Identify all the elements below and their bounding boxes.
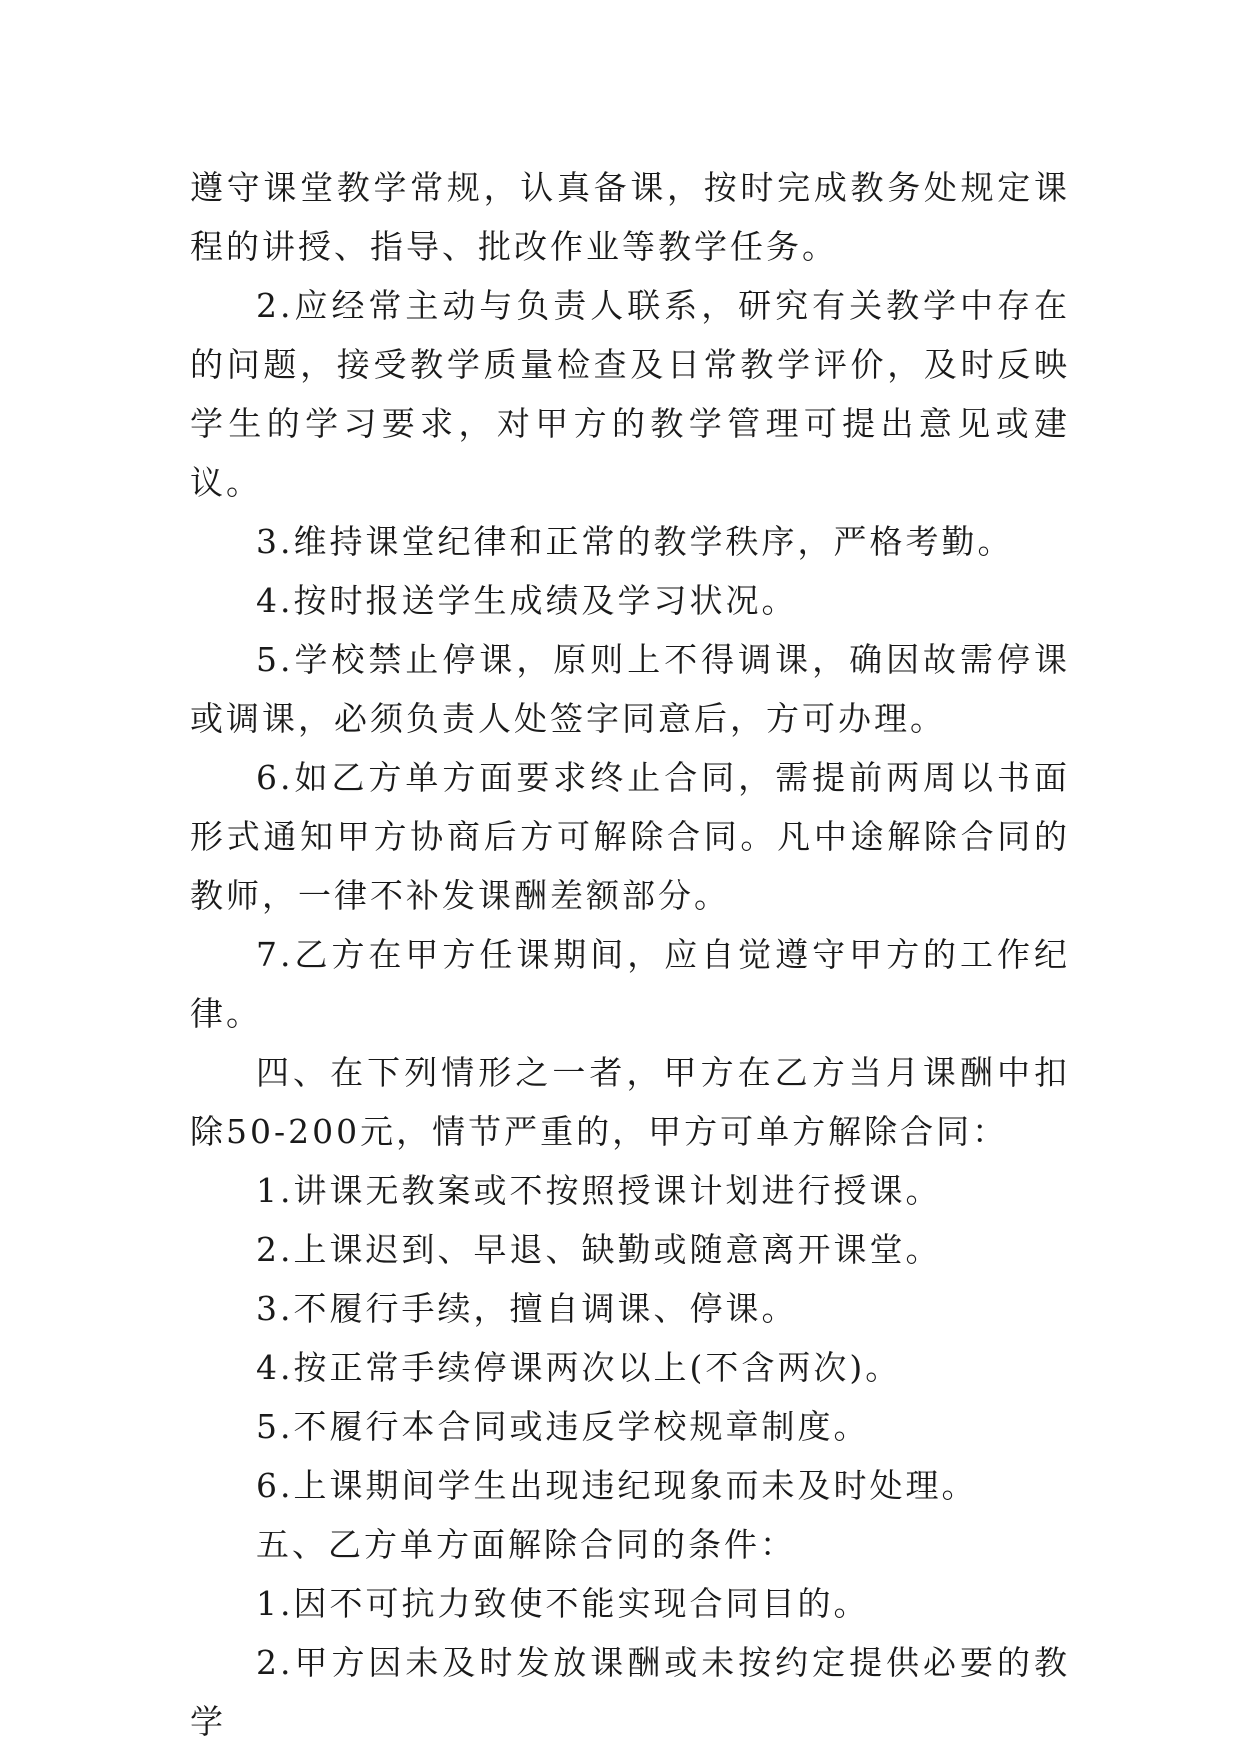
paragraph: 3.不履行手续，擅自调课、停课。 [256, 1289, 798, 1328]
section-heading: 五、乙方单方面解除合同的条件： [256, 1525, 796, 1564]
paragraph: 2.上课迟到、早退、缺勤或随意离开课堂。 [256, 1230, 942, 1269]
paragraph: 1.因不可抗力致使不能实现合同目的。 [256, 1584, 870, 1623]
section-heading: 四、在下列情形之一者，甲方在乙方当月课酬中扣除50-200元，情节严重的，甲方可单方解除合同： [190, 1053, 1070, 1151]
paragraph: 5.不履行本合同或违反学校规章制度。 [256, 1407, 870, 1446]
paragraph: 遵守课堂教学常规，认真备课，按时完成教务处规定课程的讲授、指导、批改作业等教学任务。 [190, 168, 1070, 266]
paragraph: 1.讲课无教案或不按照授课计划进行授课。 [256, 1171, 942, 1210]
paragraph: 2.应经常主动与负责人联系，研究有关教学中存在的问题，接受教学质量检查及日常教学评价，及时反映学生的学习要求，对甲方的教学管理可提出意见或建议。 [190, 286, 1070, 502]
paragraph: 4.按时报送学生成绩及学习状况。 [256, 581, 798, 620]
paragraph: 6.上课期间学生出现违纪现象而未及时处理。 [256, 1466, 978, 1505]
paragraph: 3.维持课堂纪律和正常的教学秩序，严格考勤。 [256, 522, 1014, 561]
paragraph: 4.按正常手续停课两次以上(不含两次)。 [256, 1348, 902, 1387]
paragraph: 6.如乙方单方面要求终止合同，需提前两周以书面形式通知甲方协商后方可解除合同。凡中途解除合同的教师，一律不补发课酬差额部分。 [190, 758, 1070, 915]
paragraph: 5.学校禁止停课，原则上不得调课，确因故需停课或调课，必须负责人处签字同意后，方可办理。 [190, 640, 1070, 738]
document-body [190, 158, 1070, 1751]
paragraph: 2.甲方因未及时发放课酬或未按约定提供必要的教学 [190, 1643, 1070, 1741]
paragraph: 7.乙方在甲方任课期间，应自觉遵守甲方的工作纪律。 [190, 935, 1070, 1033]
